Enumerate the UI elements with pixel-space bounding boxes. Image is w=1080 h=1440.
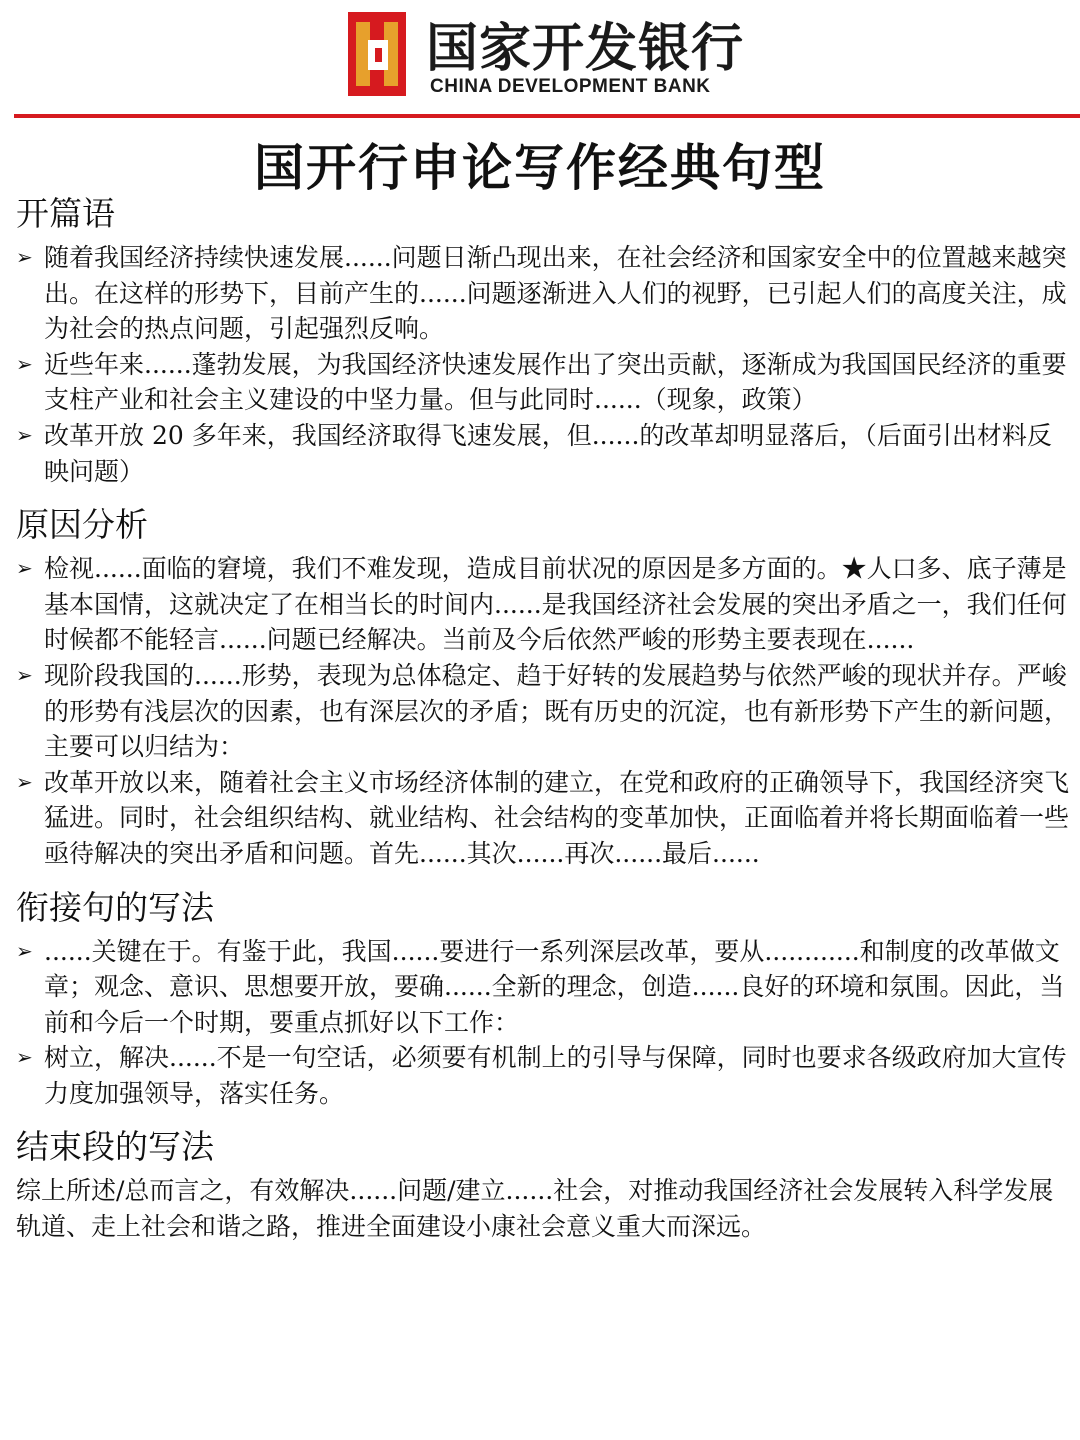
logo-english-name: CHINA DEVELOPMENT BANK	[430, 76, 711, 97]
item-text: 树立，解决......不是一句空话，必须要有机制上的引导与保障，同时也要求各级政府加大宣传力度加强领导，落实任务。	[44, 1043, 1067, 1108]
list-item	[16, 347, 1072, 418]
bullet-list	[16, 240, 1072, 489]
item-text: 现阶段我国的......形势，表现为总体稳定、趋于好转的发展趋势与依然严峻的现状并存。严峻的形势有浅层次的因素，也有深层次的矛盾；既有历史的沉淀，也有新形势下产生的新问题，主要可以归结为：	[44, 660, 1070, 762]
arrow-bullet-icon: ➢	[16, 662, 33, 687]
item-text: 检视......面临的窘境，我们不难发现，造成目前状况的原因是多方面的。★人口多、底子薄是基本国情，这就决定了在相当长的时间内......是我国经济社会发展的突出矛盾之一，我们任何时候都不能轻言......问题已经解决。当前及今后依然严峻的形势主要表现在......	[44, 554, 1067, 655]
document-body	[16, 190, 1072, 1257]
closing-paragraph: 综上所述/总而言之，有效解决......问题/建立......社会，对推动我国经济社会发展转入科学发展轨道、走上社会和谐之路，推进全面建设小康社会意义重大而深远。	[16, 1176, 1054, 1242]
list-item	[16, 418, 1072, 489]
arrow-bullet-icon: ➢	[16, 422, 33, 447]
header-divider	[14, 114, 1080, 118]
section-heading: 原因分析	[16, 505, 148, 545]
section-heading: 衔接句的写法	[16, 887, 214, 927]
arrow-bullet-icon: ➢	[16, 351, 33, 376]
logo-chinese-name: 国家开发银行	[426, 19, 745, 79]
section-heading: 结束段的写法	[16, 1127, 214, 1167]
list-item	[16, 658, 1072, 765]
section-closing	[16, 1123, 1072, 1244]
item-text: 近些年来......蓬勃发展，为我国经济快速发展作出了突出贡献，逐渐成为我国国民经济的重要支柱产业和社会主义建设的中坚力量。但与此同时......（现象，政策）	[44, 349, 1067, 415]
arrow-bullet-icon: ➢	[16, 245, 33, 269]
list-item	[16, 765, 1072, 872]
section-cause-analysis	[16, 501, 1072, 871]
page-title: 国开行申论写作经典句型	[254, 139, 826, 197]
bank-logo-icon	[348, 12, 406, 96]
list-item	[16, 551, 1072, 658]
item-text: 随着我国经济持续快速发展......问题日渐凸现出来，在社会经济和国家安全中的位置越来越突出。在这样的形势下，目前产生的......问题逐渐进入人们的视野，已引起人们的高度关注，成为社会的热点问题，引起强烈反响。	[44, 243, 1067, 344]
item-text: 改革开放以来，随着社会主义市场经济体制的建立，在党和政府的正确领导下，我国经济突飞猛进。同时，社会组织结构、就业结构、社会结构的变革加快，正面临着并将长期面临着一些亟待解决的突出矛盾和问题。首先......其次......再次......最后......	[44, 767, 1070, 868]
section-transition	[16, 884, 1072, 1112]
arrow-bullet-icon: ➢	[16, 1045, 33, 1070]
list-item	[16, 240, 1072, 347]
header	[0, 0, 1080, 112]
list-item	[16, 1040, 1072, 1111]
bullet-list	[16, 934, 1072, 1112]
item-text: 改革开放 20 多年来，我国经济取得飞速发展，但......的改革却明显落后，（后面引出材料反映问题）	[44, 420, 1052, 486]
list-item	[16, 934, 1072, 1041]
section-heading: 开篇语	[16, 194, 115, 233]
arrow-bullet-icon: ➢	[16, 938, 33, 963]
item-text: ......关键在于。有鉴于此，我国......要进行一系列深层改革，要从............和制度的改革做文章；观念、意识、思想要开放，要确......全新的理念，创造......良好的环境和氛围。因此，当前和今后一个时期，要重点抓好以下工作：	[44, 936, 1065, 1037]
arrow-bullet-icon: ➢	[16, 556, 33, 581]
bullet-list	[16, 551, 1072, 871]
section-opening	[16, 190, 1072, 489]
arrow-bullet-icon: ➢	[16, 769, 33, 794]
